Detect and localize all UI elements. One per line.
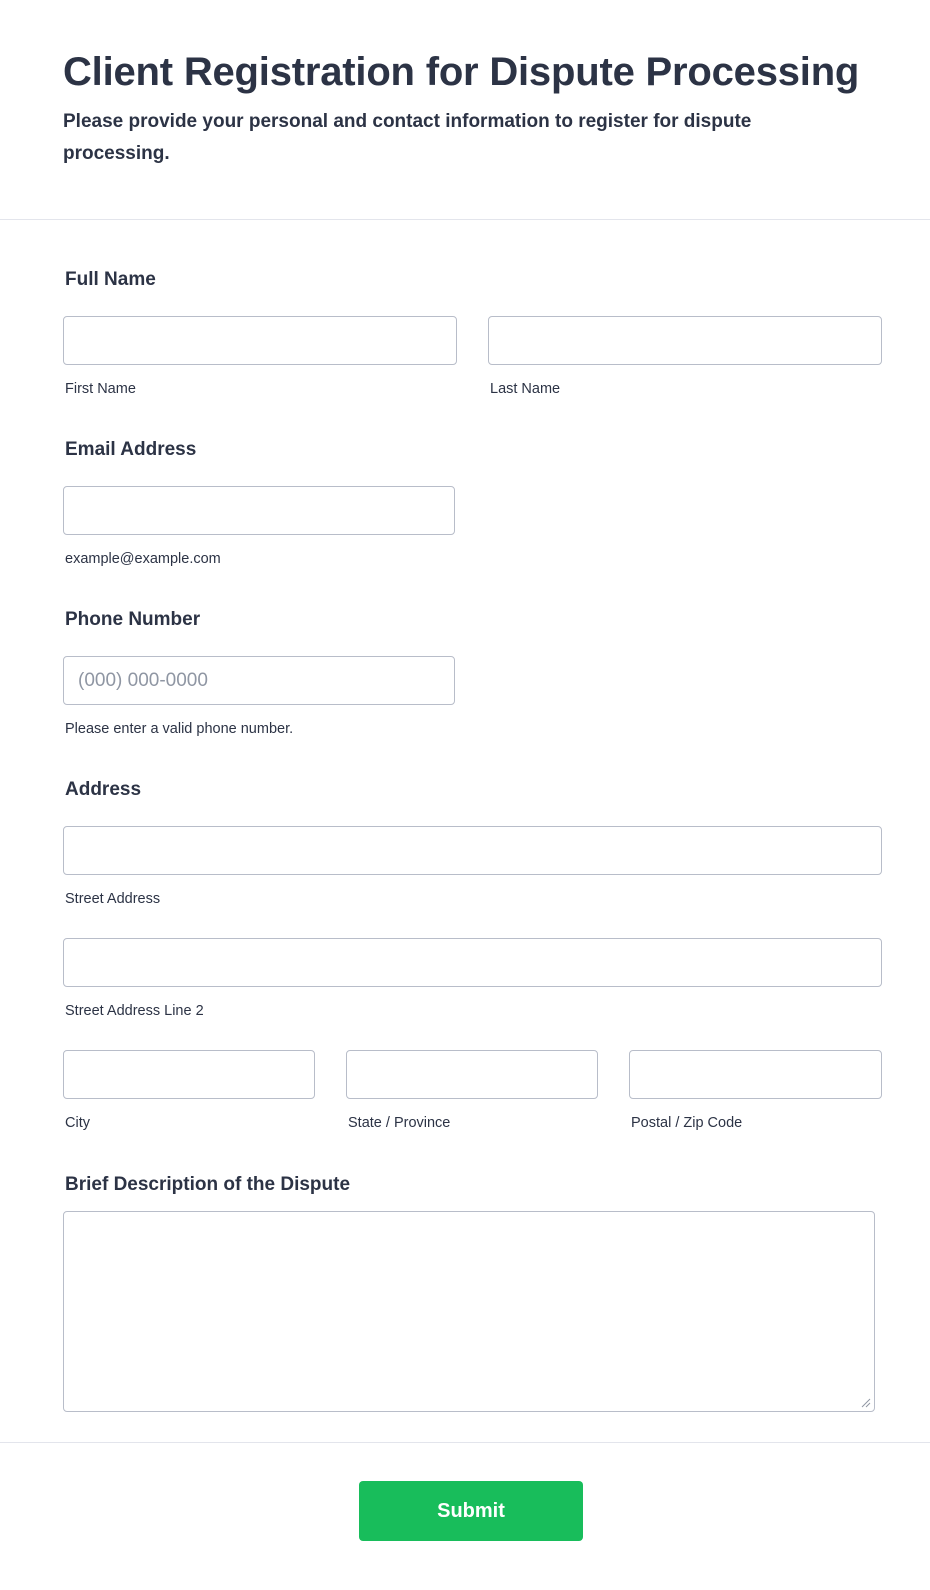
street-address-input[interactable] [63,826,882,875]
page-title: Client Registration for Dispute Processing [63,50,860,94]
phone-input[interactable] [63,656,455,705]
postal-zip-sublabel: Postal / Zip Code [631,1115,743,1131]
first-name-input[interactable] [63,316,457,365]
last-name-sublabel: Last Name [490,381,561,397]
postal-zip-input[interactable] [629,1050,882,1099]
state-province-sublabel: State / Province [348,1115,451,1131]
resize-grip-icon[interactable] [859,1396,871,1408]
email-input[interactable] [63,486,455,535]
city-input[interactable] [63,1050,315,1099]
email-label: Email Address [65,439,197,460]
city-sublabel: City [65,1115,90,1131]
description-textarea[interactable] [63,1211,875,1412]
street-address-sublabel: Street Address [65,891,161,907]
first-name-sublabel: First Name [65,381,136,397]
last-name-input[interactable] [488,316,882,365]
email-sublabel: example@example.com [65,551,221,567]
form-header [0,0,930,220]
description-label: Brief Description of the Dispute [65,1174,351,1195]
phone-sublabel: Please enter a valid phone number. [65,721,294,737]
page-subtitle: Please provide your personal and contact information to register for dispute processing. [63,111,752,164]
full-name-label: Full Name [65,269,156,290]
address-label: Address [65,779,142,800]
street-address-line2-input[interactable] [63,938,882,987]
street-address-line2-sublabel: Street Address Line 2 [65,1003,204,1019]
footer-divider [0,1442,930,1443]
state-province-input[interactable] [346,1050,598,1099]
submit-button[interactable]: Submit [359,1481,583,1541]
phone-label: Phone Number [65,609,201,630]
